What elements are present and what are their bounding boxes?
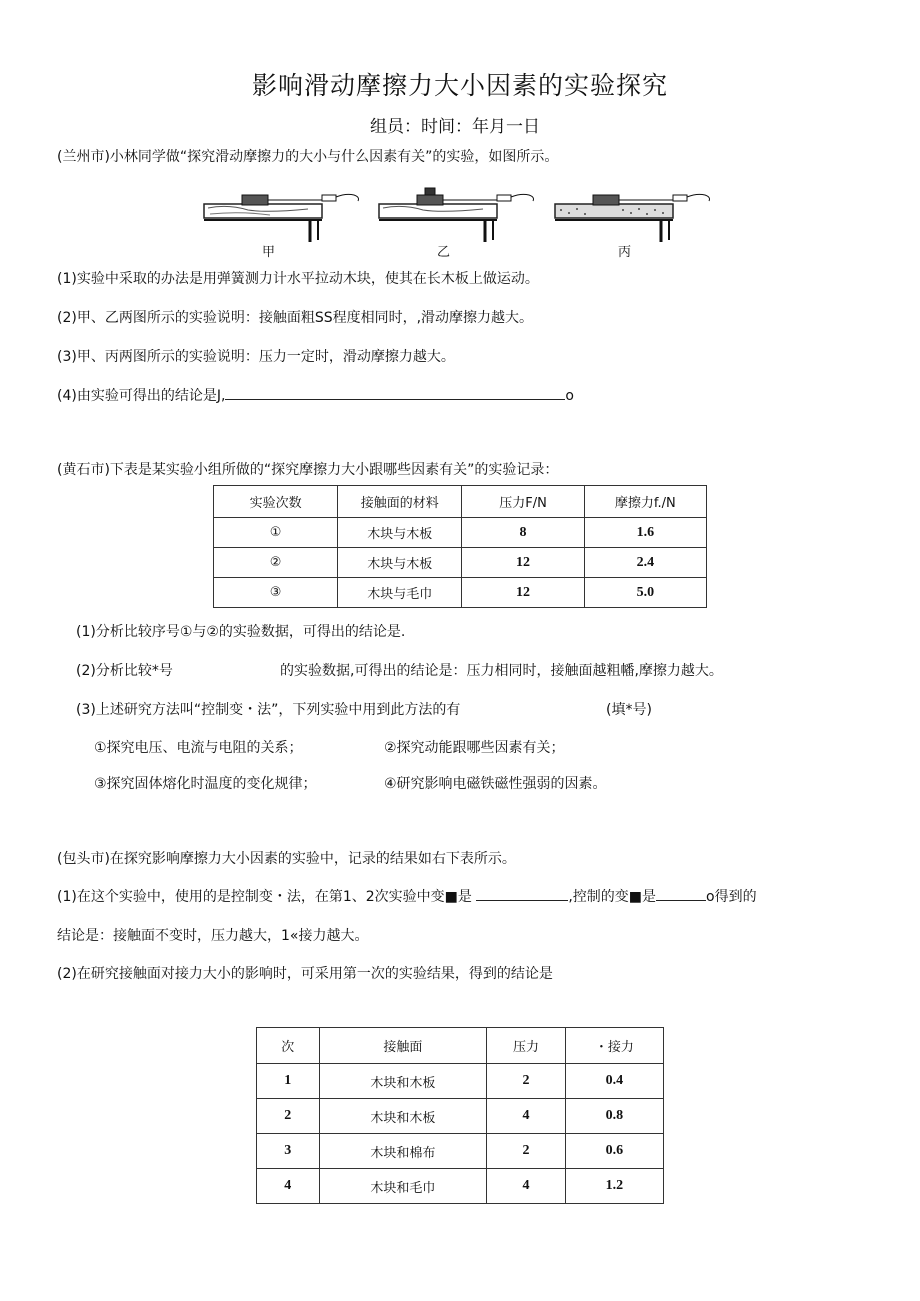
table-cell: 木块与木板 bbox=[338, 518, 462, 548]
q3-item-2: (2)在研究接触面对接力大小的影响时，可采用第一次的实验结果，得到的结论是 bbox=[57, 966, 553, 982]
table-row bbox=[257, 1169, 664, 1204]
table-header-cell: ・接力 bbox=[565, 1028, 663, 1064]
q3-item-1-part-a: (1)在这个实验中，使用的是控制变・法，在第1、2次实验中变■是 bbox=[57, 889, 472, 905]
q2-item-1: (1)分析比较序号①与②的实验数据，可得出的结论是. bbox=[76, 624, 406, 640]
q2-option-1: ①探究电压、电流与电阻的关系； bbox=[94, 740, 303, 756]
table-cell: 2 bbox=[487, 1064, 565, 1099]
table-cell: 1.6 bbox=[584, 518, 706, 548]
table-cell: 木块和毛巾 bbox=[319, 1169, 487, 1204]
table-cell: 木块和棉布 bbox=[319, 1134, 487, 1169]
q2-intro: (黄石市)下表是某实验小组所做的“探究摩擦力大小跟哪些因素有关”的实验记录： bbox=[57, 462, 559, 478]
experiment-figure-jia bbox=[202, 180, 362, 258]
experiment-figure-bing bbox=[553, 180, 713, 258]
table-cell: 2 bbox=[257, 1099, 320, 1134]
q2-item-3-suffix: (填*号) bbox=[606, 702, 652, 718]
q2-item-2-prefix: (2)分析比较*号 bbox=[76, 663, 173, 679]
q3-item-1-blank-1 bbox=[476, 886, 568, 901]
q3-item-1 bbox=[57, 886, 757, 906]
table-row bbox=[214, 548, 707, 578]
table-cell: ① bbox=[214, 518, 338, 548]
table-cell: ③ bbox=[214, 578, 338, 608]
table-row bbox=[257, 1099, 664, 1134]
table-cell: 12 bbox=[462, 578, 584, 608]
q3-item-1-part-b: ,控制的变■是 bbox=[568, 889, 657, 905]
table-header-cell: 压力 bbox=[487, 1028, 565, 1064]
q3-item-1-blank-2 bbox=[656, 886, 706, 901]
q3-item-1-line-2: 结论是：接触面不变时，压力越大，1«接力越大。 bbox=[57, 928, 369, 944]
q2-option-2: ②探究动能跟哪些因素有关； bbox=[384, 740, 565, 756]
table-cell: 1.2 bbox=[565, 1169, 663, 1204]
table-cell: 0.6 bbox=[565, 1134, 663, 1169]
table-header-row bbox=[214, 486, 707, 518]
table-cell: 12 bbox=[462, 548, 584, 578]
q1-item-4 bbox=[57, 385, 574, 405]
table-cell: 木块与毛巾 bbox=[338, 578, 462, 608]
q2-item-2-suffix: 的实验数据,可得出的结论是：压力相同时，接触面越粗幡,摩擦力越大。 bbox=[280, 663, 723, 679]
figure-label-jia: 甲 bbox=[262, 245, 276, 260]
table-row bbox=[257, 1134, 664, 1169]
q3-item-1-part-c: o得到的 bbox=[706, 889, 757, 905]
q1-intro: (兰州市)小林同学做“探究滑动摩擦力的大小与什么因素有关”的实验，如图所示。 bbox=[57, 149, 559, 165]
table-header-row bbox=[257, 1028, 664, 1064]
page-title: 影响滑动摩擦力大小因素的实验探究 bbox=[251, 71, 668, 100]
table-cell: 木块和木板 bbox=[319, 1064, 487, 1099]
q3-intro: (包头市)在探究影响摩擦力大小因素的实验中，记录的结果如右下表所示。 bbox=[57, 851, 516, 867]
table-cell: 4 bbox=[257, 1169, 320, 1204]
page-subtitle: 组员：时间：年月一日 bbox=[370, 117, 540, 137]
table-header-cell: 实验次数 bbox=[214, 486, 338, 518]
table-cell: 0.8 bbox=[565, 1099, 663, 1134]
table-cell: 2 bbox=[487, 1134, 565, 1169]
table-cell: 木块和木板 bbox=[319, 1099, 487, 1134]
table-cell: 2.4 bbox=[584, 548, 706, 578]
table-header-cell: 接触面的材料 bbox=[338, 486, 462, 518]
figure-label-bing: 丙 bbox=[618, 245, 632, 260]
table-header-cell: 压力F/N bbox=[462, 486, 584, 518]
q1-item-3: (3)甲、丙两图所示的实验说明：压力一定时，滑动摩擦力越大。 bbox=[57, 349, 455, 365]
table-header-cell: 次 bbox=[257, 1028, 320, 1064]
table-cell: ② bbox=[214, 548, 338, 578]
figure-label-yi: 乙 bbox=[437, 245, 451, 260]
q1-item-4-prefix: (4)由实验可得出的结论是J, bbox=[57, 388, 226, 404]
table-cell: 4 bbox=[487, 1099, 565, 1134]
table-header-cell: 摩擦力f./N bbox=[584, 486, 706, 518]
q2-option-3: ③探究固体熔化时温度的变化规律； bbox=[94, 776, 317, 792]
table-row bbox=[257, 1064, 664, 1099]
table-cell: 4 bbox=[487, 1169, 565, 1204]
table-cell: 5.0 bbox=[584, 578, 706, 608]
q2-option-4: ④研究影响电磁铁磁性强弱的因素。 bbox=[384, 776, 607, 792]
experiment-figure-yi bbox=[377, 180, 537, 258]
table-cell: 木块与木板 bbox=[338, 548, 462, 578]
table-header-cell: 接触面 bbox=[319, 1028, 487, 1064]
q2-data-table bbox=[213, 485, 707, 608]
q1-item-4-blank bbox=[225, 385, 565, 400]
table-cell: 0.4 bbox=[565, 1064, 663, 1099]
q1-item-2: (2)甲、乙两图所示的实验说明：接触面粗SS程度相同时，,滑动摩擦力越大。 bbox=[57, 310, 534, 326]
q3-data-table bbox=[256, 1027, 664, 1204]
q1-item-4-suffix: o bbox=[565, 388, 574, 404]
table-cell: 8 bbox=[462, 518, 584, 548]
q2-item-3-prefix: (3)上述研究方法叫“控制变・法”，下列实验中用到此方法的有 bbox=[76, 702, 461, 718]
table-row bbox=[214, 518, 707, 548]
table-cell: 3 bbox=[257, 1134, 320, 1169]
table-cell: 1 bbox=[257, 1064, 320, 1099]
q1-item-1: (1)实验中采取的办法是用弹簧测力计水平拉动木块，使其在长木板上做运动。 bbox=[57, 271, 539, 287]
table-row bbox=[214, 578, 707, 608]
